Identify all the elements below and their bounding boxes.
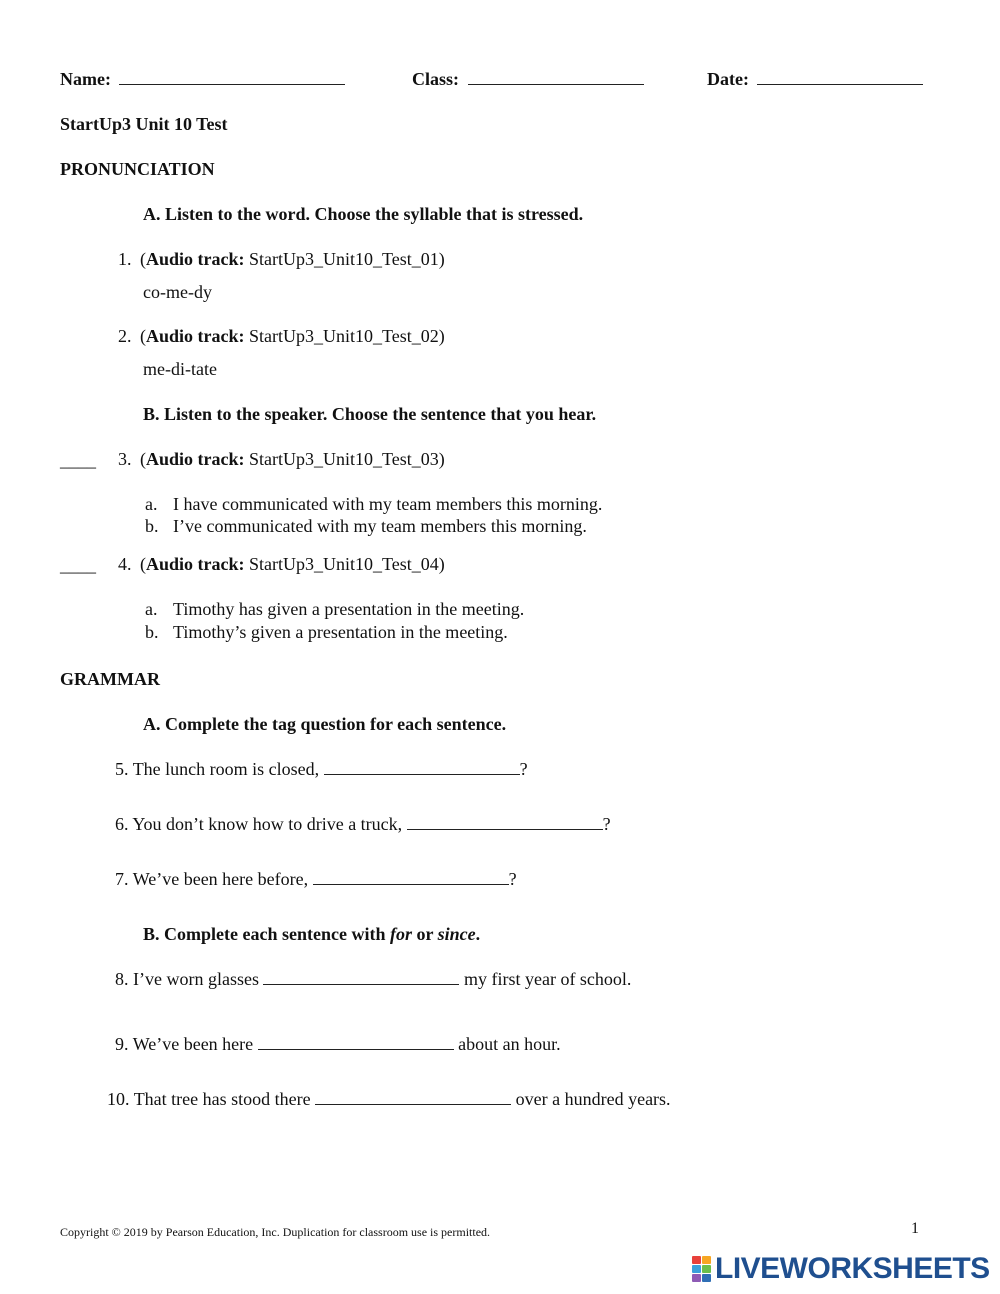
audio-label: Audio track:: [146, 449, 245, 469]
option-text: I’ve communicated with my team members this morning.: [173, 516, 587, 536]
question-8: [115, 968, 631, 990]
date-input[interactable]: [757, 68, 923, 85]
question-end: ?: [602, 814, 611, 834]
test-title: StartUp3 Unit 10 Test: [60, 114, 228, 134]
answer-input[interactable]: [407, 813, 603, 830]
audio-track[interactable]: StartUp3_Unit10_Test_04: [249, 554, 439, 574]
class-input[interactable]: [468, 68, 644, 85]
word-for: for: [389, 924, 412, 944]
question-2-word[interactable]: me-di-tate: [143, 359, 217, 379]
audio-track[interactable]: StartUp3_Unit10_Test_02: [249, 326, 439, 346]
name-input[interactable]: [119, 68, 345, 85]
option-4b[interactable]: [145, 621, 508, 643]
option-text: Timothy’s given a presentation in the meeting.: [173, 622, 508, 642]
answer-input[interactable]: [258, 1033, 454, 1050]
liveworksheets-logo-text: LIVEWORKSHEETS: [715, 1252, 990, 1285]
audio-track[interactable]: StartUp3_Unit10_Test_01: [249, 249, 439, 269]
question-5: [115, 758, 528, 780]
audio-label: Audio track:: [146, 554, 245, 574]
answer-input[interactable]: [263, 968, 459, 985]
question-number: 7.: [115, 869, 129, 889]
question-number: 4.: [118, 554, 132, 574]
question-text: I’ve worn glasses: [133, 969, 259, 989]
grammar-heading: GRAMMAR: [60, 669, 160, 689]
question-10: [107, 1088, 671, 1110]
answer-input[interactable]: [315, 1088, 511, 1105]
pronunciation-heading: PRONUNCIATION: [60, 159, 215, 179]
page-number: 1: [911, 1220, 919, 1237]
option-3a[interactable]: [145, 493, 603, 515]
option-4a[interactable]: [145, 598, 525, 620]
class-field: [412, 68, 644, 90]
question-end: over a hundred years.: [515, 1089, 671, 1109]
question-number: 3.: [118, 449, 132, 469]
question-text: That tree has stood there: [133, 1089, 311, 1109]
audio-track[interactable]: StartUp3_Unit10_Test_03: [249, 449, 439, 469]
question-text: We’ve been here before,: [132, 869, 309, 889]
question-7: [115, 868, 517, 890]
answer-blank-4[interactable]: ____: [60, 555, 96, 575]
question-end: ?: [519, 759, 528, 779]
question-1: 1. (Audio track: StartUp3_Unit10_Test_01): [118, 249, 445, 269]
option-letter: a.: [145, 599, 158, 619]
answer-input[interactable]: [324, 758, 520, 775]
name-field: [60, 68, 345, 90]
option-letter: b.: [145, 516, 159, 536]
liveworksheets-logo-icon: [692, 1256, 712, 1282]
question-text: The lunch room is closed,: [132, 759, 320, 779]
question-2: 2. (Audio track: StartUp3_Unit10_Test_02): [118, 326, 445, 346]
question-4: 4. (Audio track: StartUp3_Unit10_Test_04): [118, 554, 445, 574]
audio-label: Audio track:: [146, 326, 245, 346]
pronunciation-b-instruction: B. Listen to the speaker. Choose the sentence that you hear.: [143, 404, 597, 424]
option-letter: a.: [145, 494, 158, 514]
date-label: Date:: [707, 69, 749, 89]
question-3: 3. (Audio track: StartUp3_Unit10_Test_03): [118, 449, 445, 469]
answer-blank-3[interactable]: ____: [60, 450, 96, 470]
date-field: [707, 68, 923, 90]
audio-label: Audio track:: [146, 249, 245, 269]
question-text: You don’t know how to drive a truck,: [132, 814, 403, 834]
grammar-b-instruction: B. Complete each sentence with for or since.: [143, 924, 481, 944]
question-1-word[interactable]: co-me-dy: [143, 282, 212, 302]
question-number: 6.: [115, 814, 129, 834]
question-end: ?: [508, 869, 517, 889]
grammar-a-instruction: A. Complete the tag question for each sentence.: [143, 714, 507, 734]
answer-input[interactable]: [313, 868, 509, 885]
name-label: Name:: [60, 69, 111, 89]
question-end: about an hour.: [458, 1034, 561, 1054]
question-9: [115, 1033, 561, 1055]
question-end: my first year of school.: [463, 969, 632, 989]
question-number: 8.: [115, 969, 129, 989]
copyright-text: Copyright © 2019 by Pearson Education, Inc. Duplication for classroom use is permitted.: [60, 1225, 491, 1239]
question-number: 1.: [118, 249, 132, 269]
pronunciation-a-instruction: A. Listen to the word. Choose the syllable that is stressed.: [143, 204, 584, 224]
question-number: 9.: [115, 1034, 129, 1054]
option-3b[interactable]: [145, 515, 587, 537]
class-label: Class:: [412, 69, 460, 89]
option-letter: b.: [145, 622, 159, 642]
option-text: I have communicated with my team members this morning.: [173, 494, 603, 514]
question-number: 10.: [107, 1089, 130, 1109]
question-text: We’ve been here: [132, 1034, 254, 1054]
liveworksheets-logo: [692, 1254, 990, 1284]
question-number: 5.: [115, 759, 129, 779]
question-6: [115, 813, 611, 835]
word-since: since: [437, 924, 476, 944]
option-text: Timothy has given a presentation in the meeting.: [173, 599, 525, 619]
question-number: 2.: [118, 326, 132, 346]
